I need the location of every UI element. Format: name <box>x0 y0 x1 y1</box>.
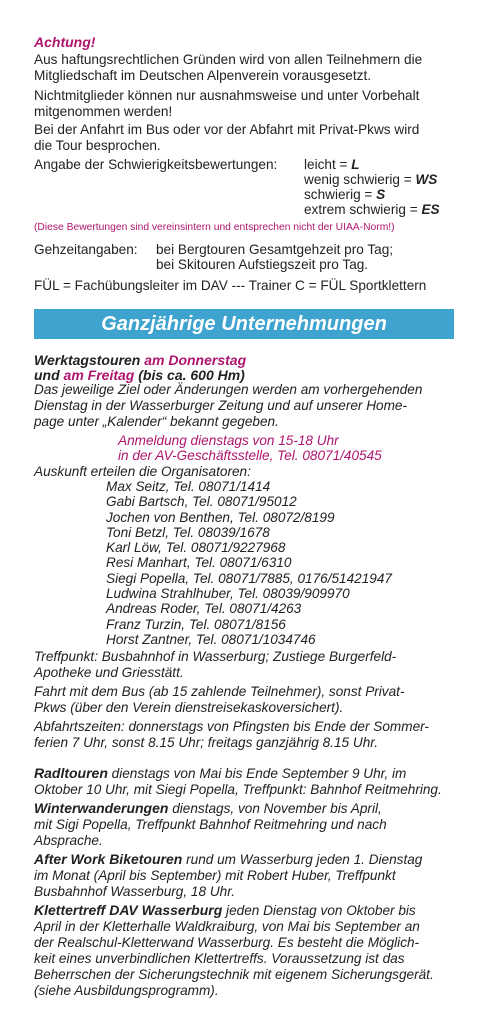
text-line: April in der Kletterhalle Waldkraiburg, von Mai bis September an <box>34 919 420 934</box>
heading-highlight: am Freitag <box>63 367 135 383</box>
text-span: jeden Dienstag von Oktober bis <box>222 903 416 918</box>
organiser-item: Jochen von Benthen, Tel. 08072/8199 <box>106 509 335 525</box>
text-line: Treffpunkt: Busbahnhof in Wasserburg; Zustiege Burgerfeld- <box>34 649 397 664</box>
registration-line-2: in der AV-Geschäftsstelle, Tel. 08071/40545 <box>118 448 382 463</box>
activity-title: Radltouren <box>34 765 108 781</box>
difficulty-code: L <box>351 157 360 172</box>
text-line: Oktober 10 Uhr, mit Siegi Popella, Treffpunkt: Bahnhof Reitmehring. <box>34 782 442 797</box>
ful-definition: FÜL = Fachübungsleiter im DAV --- Trainer C = FÜL Sportklettern <box>34 278 427 293</box>
organiser-item: Resi Manhart, Tel. 08071/6310 <box>106 555 292 571</box>
achtung-paragraph-1 <box>34 52 472 84</box>
activity-title: Klettertreff DAV Wasserburg <box>34 902 223 918</box>
text-line: keit eines unverbindlichen Klettertreffs. Voraussetzung ist das <box>34 951 405 966</box>
text-line <box>34 851 472 868</box>
registration-line-1: Anmeldung dienstags von 15-18 Uhr <box>118 433 339 448</box>
difficulty-label: leicht = <box>304 157 352 172</box>
text-line: mit Sigi Popella, Treffpunkt Bahnhof Reitmehring und nach <box>34 817 387 832</box>
organiser-item: Max Seitz, Tel. 08071/1414 <box>106 479 271 494</box>
text-line: Nichtmitglieder können nur ausnahmsweise und unter Vorbehalt <box>34 88 420 103</box>
difficulty-label: extrem schwierig = <box>304 202 422 217</box>
difficulty-label: wenig schwierig = <box>304 172 416 187</box>
difficulty-leicht <box>304 157 360 172</box>
difficulty-ws <box>304 172 437 187</box>
text-line: mitgenommen werden! <box>34 104 173 119</box>
difficulty-code: ES <box>421 202 440 217</box>
difficulty-intro: Angabe der Schwierigkeitsbewertungen: <box>34 157 278 172</box>
gehzeit-line-2: bei Skitouren Aufstiegszeit pro Tag. <box>156 257 369 272</box>
difficulty-es <box>304 202 440 217</box>
organiser-item: Franz Turzin, Tel. 08071/8156 <box>106 616 286 632</box>
werktag-description <box>34 382 472 430</box>
section-banner: Ganzjährige Unternehmungen <box>34 309 454 339</box>
text-line: Das jeweilige Ziel oder Änderungen werden am vorhergehenden <box>34 382 423 397</box>
afterwork-block <box>34 851 472 900</box>
organiser-item: Gabi Bartsch, Tel. 08071/95012 <box>106 494 297 510</box>
radltouren-block <box>34 765 472 798</box>
text-line: Bei der Anfahrt im Bus oder vor der Abfahrt mit Privat-Pkws wird <box>34 122 420 137</box>
meeting-point <box>34 649 472 681</box>
werktag-heading-2 <box>34 367 245 383</box>
heading-text: Werktagstouren <box>34 352 145 368</box>
text-line: Pkws (über den Verein dienstreisekaskoversichert). <box>34 700 344 715</box>
achtung-paragraph-2 <box>34 88 472 120</box>
gehzeit-line-1: bei Bergtouren Gesamtgehzeit pro Tag; <box>156 242 394 257</box>
text-line: die Tour besprochen. <box>34 138 161 153</box>
gehzeit-label: Gehzeitangaben: <box>34 242 138 257</box>
organiser-item: Siegi Popella, Tel. 08071/7885, 0176/51421947 <box>106 570 392 586</box>
text-span: dienstags, von November bis April, <box>168 801 382 816</box>
text-line <box>34 800 472 817</box>
heading-highlight: am Donnerstag <box>144 352 247 368</box>
heading-text: und <box>34 367 64 383</box>
text-line: Beherrschen der Sicherungstechnik mit eigenem Sicherungsgerät. <box>34 967 434 982</box>
text-line: Mitgliedschaft im Deutschen Alpenverein vorausgesetzt. <box>34 68 371 83</box>
difficulty-label: schwierig = <box>304 187 377 202</box>
organiser-list <box>106 479 392 647</box>
difficulty-s <box>304 187 385 202</box>
departure-times <box>34 719 472 751</box>
text-line <box>34 902 472 919</box>
organisers-intro: Auskunft erteilen die Organisatoren: <box>34 464 251 479</box>
text-line: (siehe Ausbildungsprogramm). <box>34 983 219 998</box>
text-line: der Realschul-Kletterwand Wasserburg. Es besteht die Möglich- <box>34 935 420 950</box>
winterwanderungen-block <box>34 800 472 849</box>
text-line: Busbahnhof Wasserburg, 18 Uhr. <box>34 884 235 899</box>
text-span: dienstags von Mai bis Ende September 9 Uhr, im <box>107 766 407 781</box>
klettertreff-block <box>34 902 472 999</box>
organiser-item: Andreas Roder, Tel. 08071/4263 <box>106 601 302 617</box>
werktag-heading-1 <box>34 352 246 368</box>
achtung-paragraph-3 <box>34 122 472 154</box>
organiser-item: Karl Löw, Tel. 08071/9227968 <box>106 540 286 556</box>
text-line: Apotheke und Griesstätt. <box>34 665 184 680</box>
activity-title: After Work Biketouren <box>34 851 183 867</box>
text-line <box>34 765 472 782</box>
text-span: rund um Wasserburg jeden 1. Dienstag <box>182 852 423 867</box>
text-line: page unter „Kalender“ bekannt gegeben. <box>34 414 279 429</box>
difficulty-code: S <box>376 187 386 202</box>
travel-info <box>34 684 472 716</box>
activity-title: Winterwanderungen <box>34 800 169 816</box>
difficulty-note: (Diese Bewertungen sind vereinsintern und entsprechen nicht der UIAA-Norm!) <box>34 222 395 233</box>
achtung-heading: Achtung! <box>34 34 96 50</box>
text-line: Aus haftungsrechtlichen Gründen wird von allen Teilnehmern die <box>34 52 423 67</box>
organiser-item: Ludwina Strahlhuber, Tel. 08039/909970 <box>106 586 350 602</box>
heading-text: (bis ca. 600 Hm) <box>134 367 245 383</box>
text-line: ferien 7 Uhr, sonst 8.15 Uhr; freitags ganzjährig 8.15 Uhr. <box>34 735 379 750</box>
text-line: Dienstag in der Wasserburger Zeitung und auf unserer Home- <box>34 398 408 413</box>
text-line: Fahrt mit dem Bus (ab 15 zahlende Teilnehmer), sonst Privat- <box>34 684 405 699</box>
organiser-item: Toni Betzl, Tel. 08039/1678 <box>106 524 270 540</box>
organiser-item: Horst Zantner, Tel. 08071/1034746 <box>106 631 316 647</box>
text-line: Abfahrtszeiten: donnerstags von Pfingsten bis Ende der Sommer- <box>34 719 429 734</box>
text-line: im Monat (April bis September) mit Robert Huber, Treffpunkt <box>34 868 396 883</box>
text-line: Absprache. <box>34 833 103 848</box>
difficulty-code: WS <box>415 172 438 187</box>
